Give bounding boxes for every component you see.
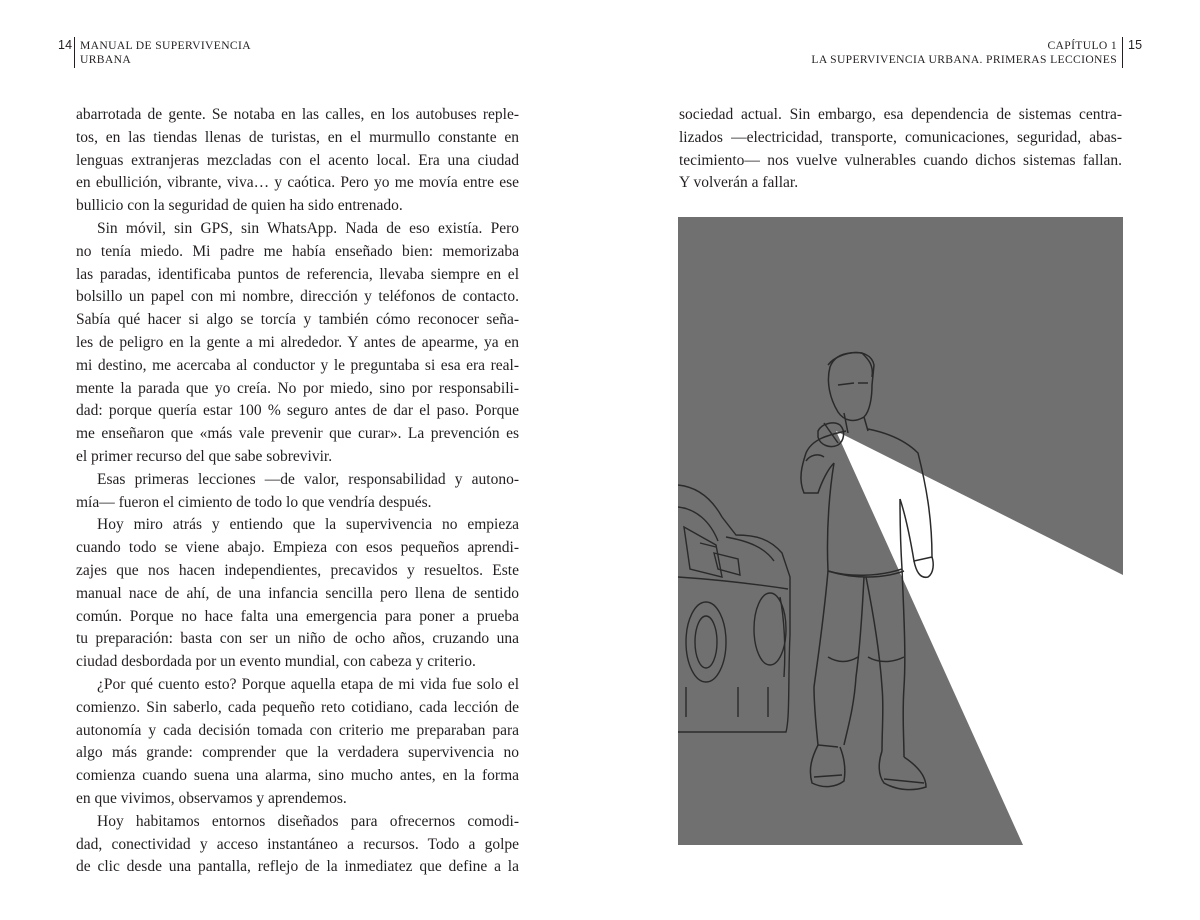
- right-running-head: [811, 39, 1117, 68]
- body-line: común. Porque no hace falta una emergencia para poner a prueba: [76, 607, 519, 625]
- body-line: comienza cuando suena una alarma, sino mucho antes, en la forma: [76, 767, 519, 785]
- body-line: mi destino, me acercaba al conductor y le preguntaba si esa era real-: [76, 356, 519, 374]
- body-line: el primer recurso del que sabe sobrevivir.: [76, 447, 333, 465]
- body-line: abarrotada de gente. Se notaba en las calles, en los autobuses reple-: [76, 106, 519, 123]
- body-line: dad, conectividad y acceso instantáneo a recursos. Todo a golpe: [76, 835, 519, 853]
- left-page-number: 14: [58, 38, 73, 52]
- body-line: en que vivimos, observamos y aprendemos.: [76, 789, 347, 807]
- body-line: cuando todo se viene abajo. Empieza con esos pequeños aprendi-: [76, 539, 519, 557]
- body-line: en ebullición, vibrante, viva… y caótica. Pero yo me movía entre ese: [76, 174, 519, 192]
- body-line: les de peligro en la gente a mi alrededor. Y antes de apearme, ya en: [76, 333, 519, 351]
- right-running-head-line-1: CAPÍTULO 1: [1047, 39, 1117, 52]
- body-line: lenguas extranjeras mezcladas con el acento local. Era una ciudad: [76, 151, 519, 169]
- right-body-text: [679, 104, 1122, 195]
- body-line: bolsillo un papel con mi nombre, dirección y teléfonos de contacto.: [76, 288, 519, 306]
- right-page-number: 15: [1128, 38, 1143, 52]
- body-line: Hoy miro atrás y entiendo que la supervivencia no empieza: [97, 516, 519, 534]
- body-line: ciudad desbordada por un evento mundial, con cabeza y criterio.: [76, 653, 476, 671]
- body-line: Hoy habitamos entornos diseñados para ofrecernos comodi-: [97, 812, 519, 830]
- body-line: bullicio con la seguridad de quien ha sido entrenado.: [76, 197, 403, 215]
- body-line: zajes que nos hacen independientes, precavidos y resueltos. Este: [76, 561, 519, 579]
- left-body-text: [76, 104, 519, 879]
- body-line: Y volverán a fallar.: [679, 174, 799, 192]
- body-line: manual nace de ahí, de una infancia sencilla pero llena de sentido: [76, 584, 519, 602]
- body-line: de clic desde una pantalla, reflejo de la inmediatez que define a la: [76, 858, 519, 876]
- right-header-rule: [1122, 37, 1123, 68]
- body-line: mente la parada que yo creía. No por miedo, sino por responsabili-: [76, 379, 519, 397]
- body-line: tecimiento— nos vuelve vulnerables cuando dichos sistemas fallan.: [679, 151, 1122, 169]
- body-line: autonomía y cada decisión tomada con criterio me preparaban para: [76, 721, 519, 739]
- left-running-head-line-2: URBANA: [80, 53, 132, 67]
- body-line: no tenía miedo. Mi padre me había enseñado bien: memorizaba: [76, 242, 519, 260]
- left-running-head: [80, 39, 251, 68]
- body-line: me enseñaron que «más vale prevenir que curar». La prevención es: [76, 425, 519, 443]
- body-line: tu preparación: basta con ser un niño de ocho años, cruzando una: [76, 630, 519, 648]
- left-header-rule: [74, 37, 75, 68]
- body-line: mía— fueron el cimiento de todo lo que vendría después.: [76, 493, 432, 511]
- body-line: ¿Por qué cuento esto? Porque aquella etapa de mi vida fue solo el: [97, 675, 519, 693]
- body-line: comienzo. Sin saberlo, cada pequeño reto cotidiano, cada lección de: [76, 698, 519, 716]
- body-line: las paradas, identificaba puntos de referencia, llevaba siempre en el: [76, 265, 519, 283]
- body-line: algo más grande: comprender que la verdadera supervivencia no: [76, 744, 519, 762]
- body-line: lizados —electricidad, transporte, comunicaciones, seguridad, abas-: [679, 128, 1122, 146]
- body-line: tos, en las tiendas llenas de turistas, en el murmullo constante en: [76, 128, 519, 146]
- body-line: dad: porque quería estar 100 % seguro antes de dar el paso. Porque: [76, 402, 519, 420]
- flashlight-man-illustration: [678, 217, 1123, 845]
- body-line: Sin móvil, sin GPS, sin WhatsApp. Nada de eso existía. Pero: [97, 219, 519, 237]
- body-line: Esas primeras lecciones —de valor, responsabilidad y autono-: [97, 470, 519, 488]
- body-line: sociedad actual. Sin embargo, esa dependencia de sistemas centra-: [679, 106, 1122, 123]
- left-running-head-line-1: MANUAL DE SUPERVIVENCIA: [80, 39, 251, 52]
- right-running-head-line-2: LA SUPERVIVENCIA URBANA. PRIMERAS LECCIONES: [811, 53, 1117, 67]
- body-line: Sabía qué hacer si algo se torcía y también cómo reconocer seña-: [76, 311, 519, 329]
